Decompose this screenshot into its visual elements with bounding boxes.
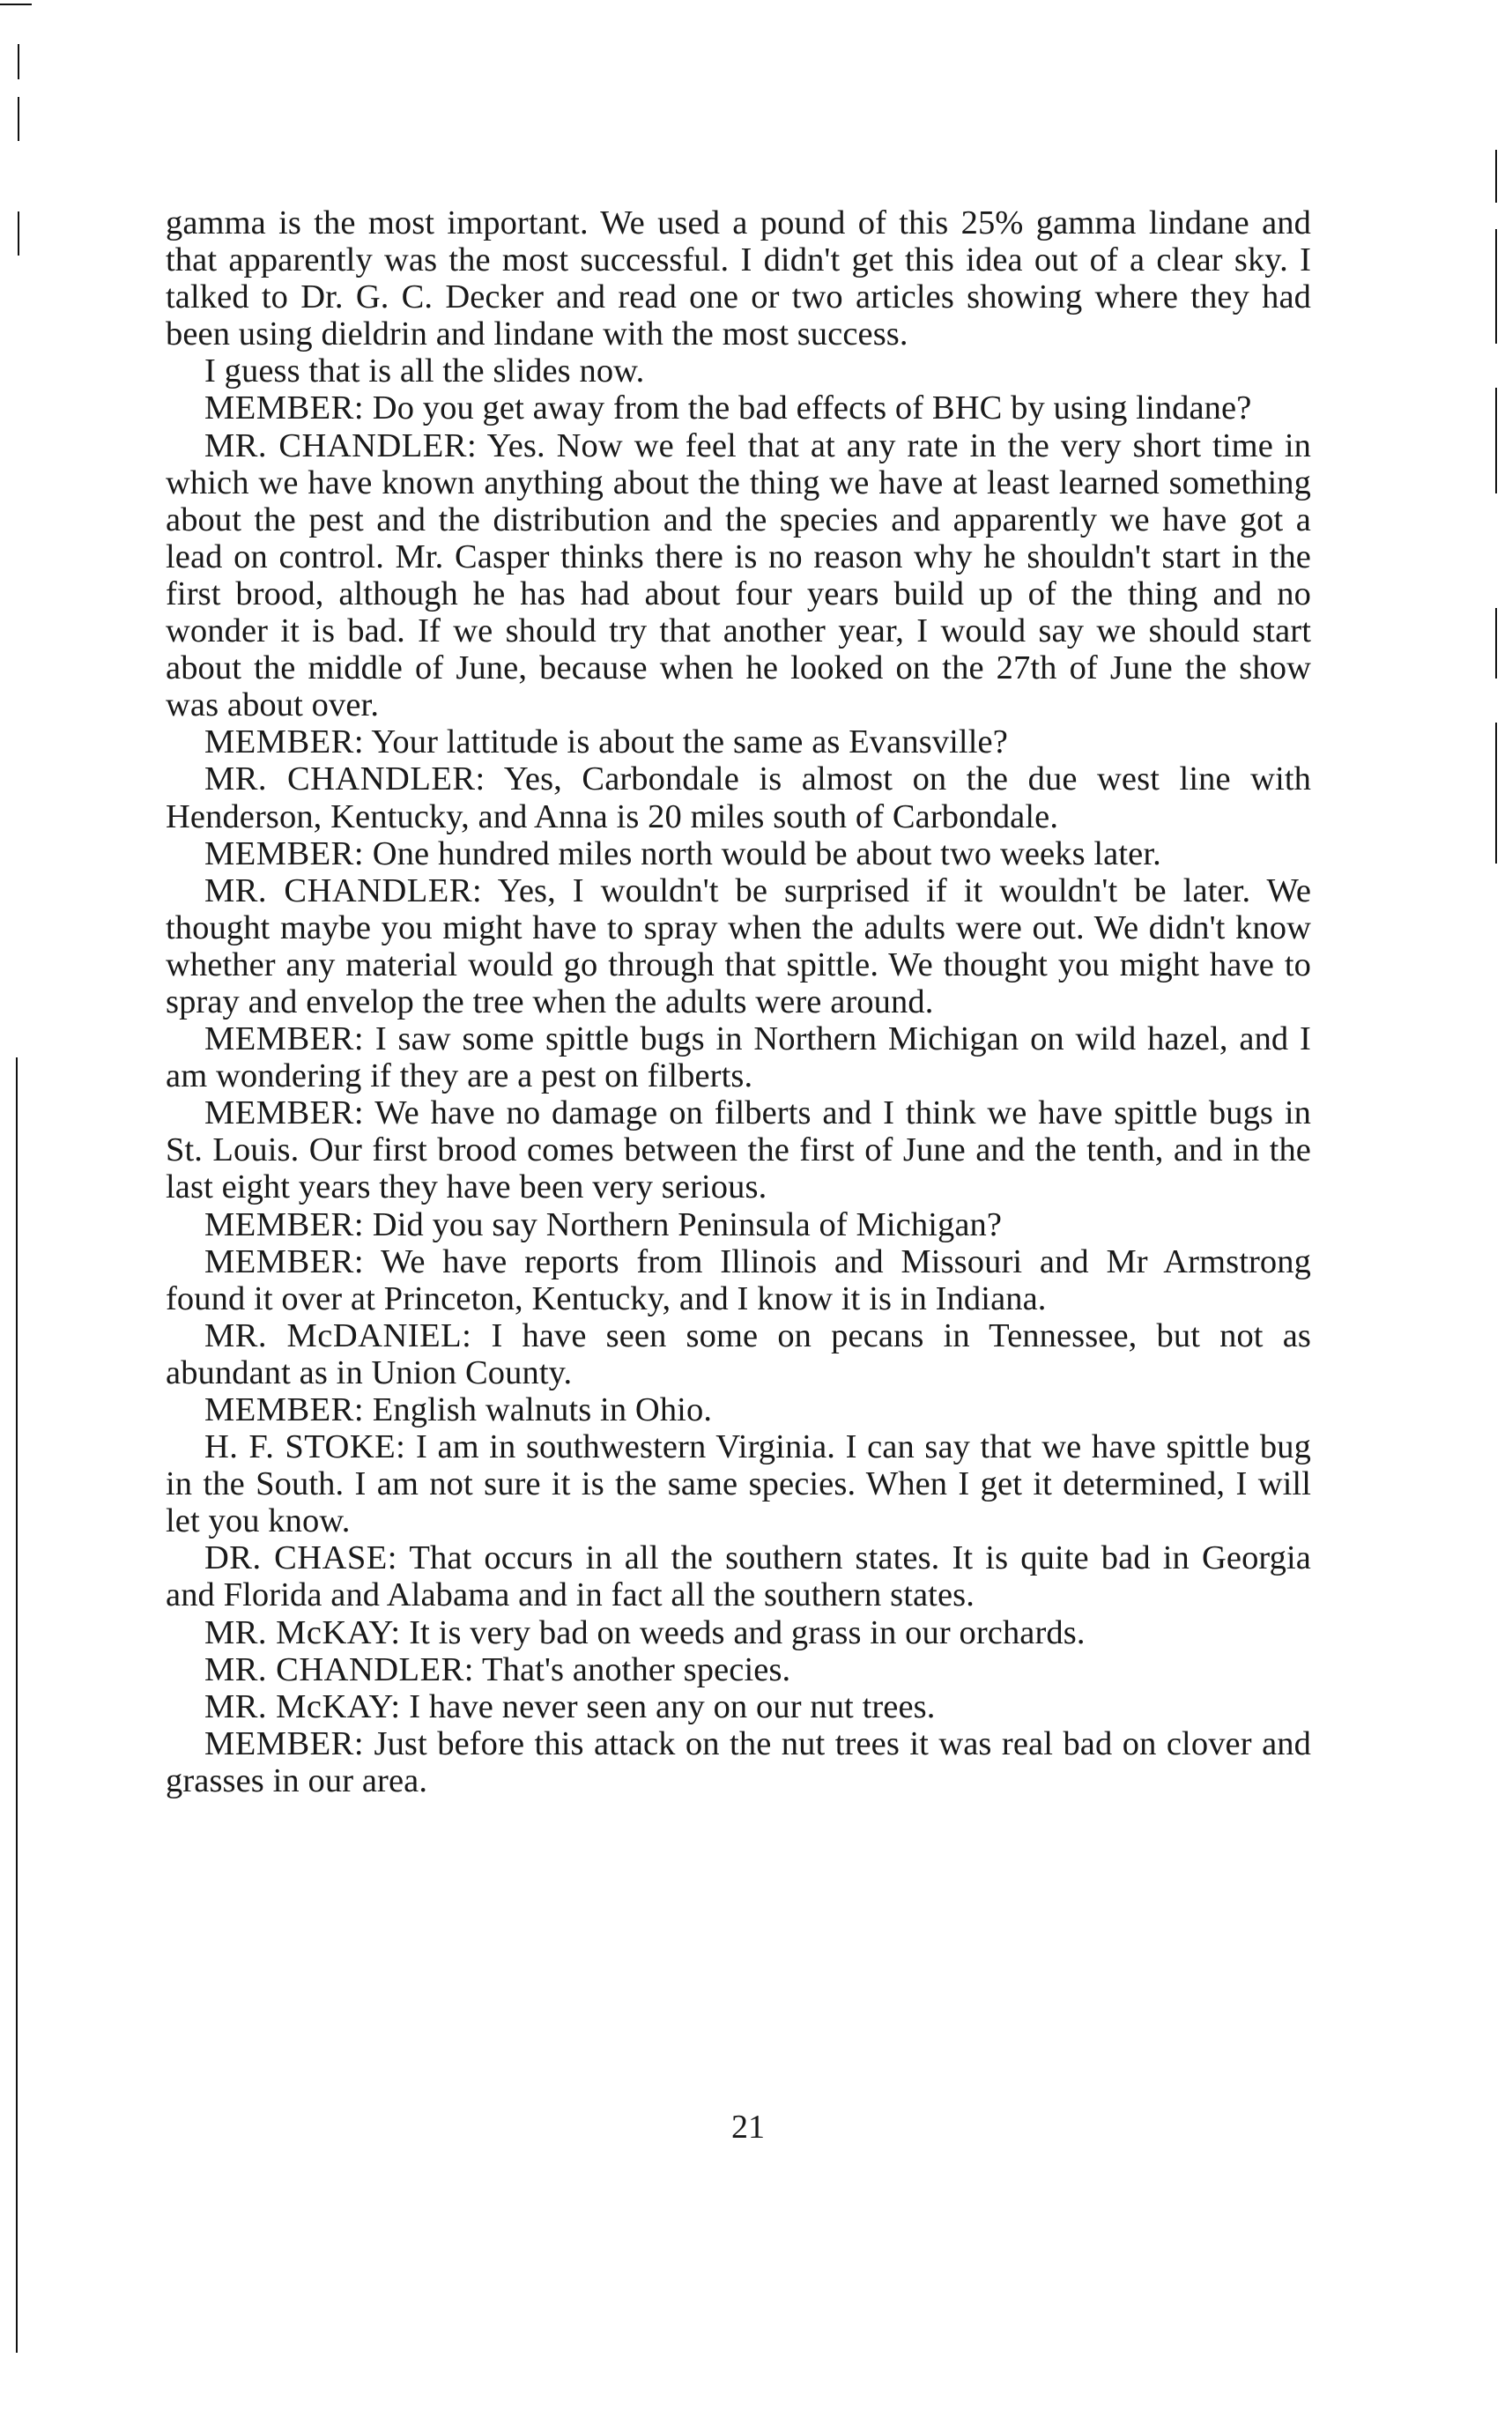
speaker-label: MR. CHANDLER: (204, 760, 485, 798)
dialogue-paragraph (166, 1094, 1311, 1205)
paragraph-text: That's another species. (482, 1650, 791, 1688)
scan-edge-mark (1495, 388, 1497, 493)
dialogue-paragraph (166, 389, 1311, 426)
dialogue-paragraph (166, 427, 1311, 724)
dialogue-paragraph (166, 760, 1311, 834)
paragraph-text: I guess that is all the slides now. (204, 352, 645, 390)
paragraph-text: Do you get away from the bad effects of BHC by using lindane? (372, 389, 1252, 427)
scan-edge-mark (16, 1057, 18, 2353)
speaker-label: MR. McKAY: (204, 1613, 401, 1651)
dialogue-paragraph (166, 1391, 1311, 1428)
paragraph-text: That occurs in all the southern states. It is quite bad in Georgia and Florida and Alabama and in fact all the southern states. (166, 1539, 1311, 1614)
speaker-label: MR. CHANDLER: (204, 1650, 474, 1688)
paragraph-text: gamma is the most important. We used a pound of this 25% gamma lindane and that apparently was the most successful. I didn't get this idea out of a clear sky. I talked to Dr. G. C. Decker and read one or two articles showing where they had been using dieldrin and lindane with the most success. (166, 204, 1311, 353)
dialogue-paragraph (166, 1428, 1311, 1539)
speaker-label: MR. CHANDLER: (204, 426, 478, 464)
dialogue-paragraph (166, 1614, 1311, 1651)
dialogue-paragraph (166, 1317, 1311, 1391)
dialogue-paragraph (166, 723, 1311, 760)
speaker-label: MEMBER: (204, 1205, 365, 1243)
scan-edge-mark (0, 4, 32, 5)
speaker-label: MEMBER: (204, 389, 365, 427)
dialogue-paragraph (166, 1243, 1311, 1317)
paragraph-text: We have reports from Illinois and Missouri and Mr Armstrong found it over at Princeton, Kentucky, and I know it is in Indiana. (166, 1242, 1311, 1317)
speaker-label: MR. CHANDLER: (204, 871, 483, 909)
page-number (0, 2108, 1512, 2147)
paragraph-text: One hundred miles north would be about two weeks later. (372, 834, 1161, 872)
paragraph (166, 352, 1311, 389)
speaker-label: H. F. STOKE: (204, 1428, 406, 1466)
speaker-label: MR. McDANIEL: (204, 1316, 472, 1354)
speaker-label: MEMBER: (204, 1724, 365, 1762)
speaker-label: MEMBER: (204, 1391, 365, 1428)
paragraph-text: Yes, I wouldn't be surprised if it wouldn't be later. We thought maybe you might have to spray when the adults were out. We didn't know whether any material would go through that spittle. We thought you might have to spray and envelop the tree when the adults were around. (166, 871, 1312, 1020)
scan-edge-mark (1495, 229, 1497, 344)
scan-edge-mark (1495, 723, 1497, 864)
paragraph-text: I have never seen any on our nut trees. (409, 1687, 936, 1725)
paragraph-text: Yes. Now we feel that at any rate in the very short time in which we have known anything about the thing we have at least learned something about the pest and the distribution and the species and apparently we have got a lead on control. Mr. Casper thinks there is no reason why he shouldn't start in the first brood, although he has had about four years build up of the thing and no wonder it is bad. If we should try that another year, I would say we should start about the middle of June, because when he looked on the 27th of June the show was about over. (166, 426, 1311, 724)
paragraph (166, 204, 1311, 352)
speaker-label: DR. CHASE: (204, 1539, 397, 1577)
scan-edge-mark (18, 44, 19, 79)
paragraph-text: Just before this attack on the nut trees it was real bad on clover and grasses in our area. (166, 1724, 1311, 1799)
paragraph-text: I am in southwestern Virginia. I can say that we have spittle bug in the South. I am not sure it is the same species. When I get it determined, I will let you know. (166, 1428, 1311, 1540)
paragraph-text: We have no damage on filberts and I think we have spittle bugs in St. Louis. Our first brood comes between the first of June and the tenth, and in the last eight years they have been very serious. (166, 1094, 1311, 1206)
dialogue-paragraph (166, 1725, 1311, 1799)
dialogue-paragraph (166, 1020, 1311, 1094)
dialogue-paragraph (166, 1539, 1311, 1613)
paragraph-text: Your lattitude is about the same as Evansville? (371, 723, 1008, 761)
dialogue-paragraph (166, 872, 1311, 1020)
speaker-label: MEMBER: (204, 834, 365, 872)
dialogue-paragraph (166, 1206, 1311, 1243)
speaker-label: MR. McKAY: (204, 1687, 401, 1725)
speaker-label: MEMBER: (204, 1020, 365, 1058)
speaker-label: MEMBER: (204, 723, 365, 761)
speaker-label: MEMBER: (204, 1242, 365, 1280)
dialogue-paragraph (166, 1688, 1311, 1725)
paragraph-text: English walnuts in Ohio. (372, 1391, 713, 1428)
paragraph-text: I have seen some on pecans in Tennessee, but not as abundant as in Union County. (166, 1316, 1311, 1391)
scan-edge-mark (1495, 608, 1497, 679)
dialogue-paragraph (166, 835, 1311, 872)
page-number-text: 21 (731, 2109, 765, 2146)
paragraph-text: I saw some spittle bugs in Northern Michigan on wild hazel, and I am wondering if they are a pest on filberts. (166, 1020, 1311, 1095)
paragraph-text: Did you say Northern Peninsula of Michigan? (372, 1205, 1003, 1243)
dialogue-paragraph (166, 1651, 1311, 1688)
scan-edge-mark (18, 211, 19, 256)
paragraph-text: It is very bad on weeds and grass in our orchards. (409, 1613, 1086, 1651)
body-text (166, 204, 1311, 1799)
speaker-label: MEMBER: (204, 1094, 365, 1132)
paragraph-text: Yes, Carbondale is almost on the due west line with Henderson, Kentucky, and Anna is 20 miles south of Carbondale. (166, 760, 1312, 835)
scan-edge-mark (1495, 150, 1497, 203)
scan-edge-mark (18, 97, 19, 141)
